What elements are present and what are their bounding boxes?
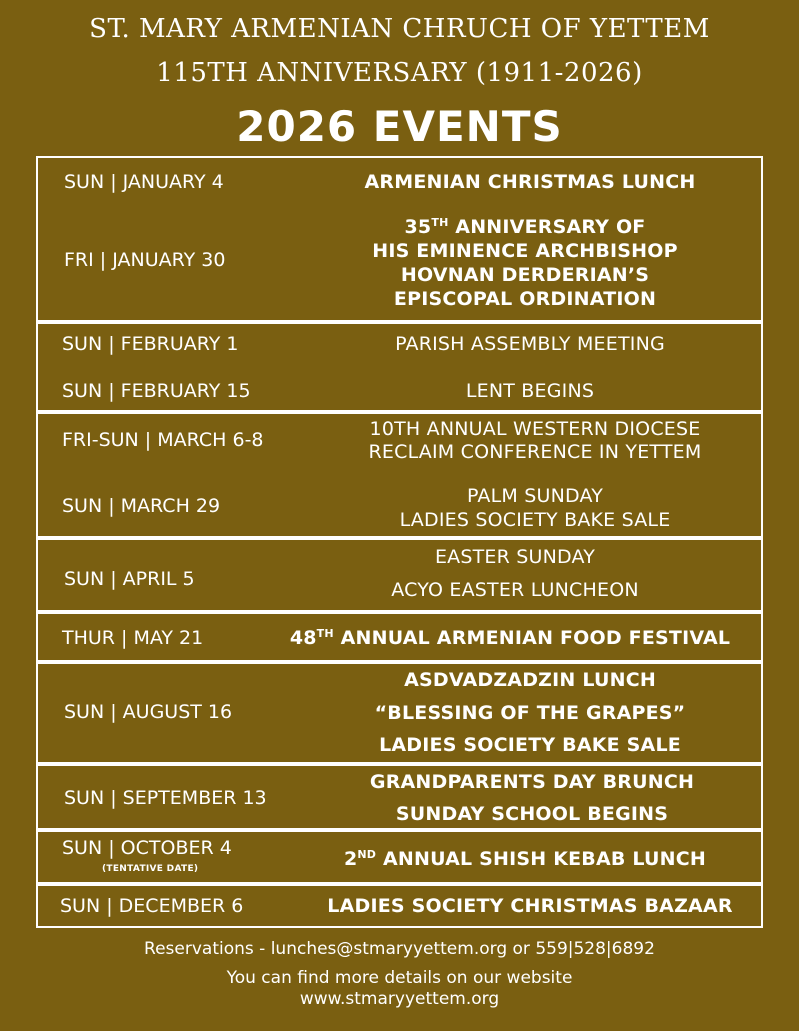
sep13-date: SUN | SEPTEMBER 13 bbox=[64, 787, 267, 809]
oct4-num: 2 bbox=[343, 848, 358, 870]
oct4-sup: ND bbox=[357, 848, 377, 861]
oct4-tentative-note: (TENTATIVE DATE) bbox=[102, 864, 199, 874]
may21-event bbox=[262, 626, 758, 650]
website-url: www.stmaryyettem.org bbox=[299, 989, 500, 1009]
jan30-date: FRI | JANUARY 30 bbox=[64, 249, 226, 271]
jan30-event-line4: EPISCOPAL ORDINATION bbox=[393, 288, 657, 310]
mar29-event-line1: PALM SUNDAY bbox=[466, 485, 604, 507]
oct4-event bbox=[310, 847, 740, 871]
dec6-event: LADIES SOCIETY CHRISTMAS BAZAAR bbox=[327, 895, 733, 917]
jan30-num: 35 bbox=[404, 216, 432, 238]
may21-sup: TH bbox=[316, 627, 334, 640]
apr5-date: SUN | APRIL 5 bbox=[64, 568, 195, 590]
reservations-info: Reservations - lunches@stmaryyettem.org or 559|528|6892 bbox=[144, 939, 655, 959]
aug16-event-line3: LADIES SOCIETY BAKE SALE bbox=[379, 734, 681, 756]
may21-date: THUR | MAY 21 bbox=[62, 627, 204, 649]
sep13-event-line1: GRANDPARENTS DAY BRUNCH bbox=[369, 771, 695, 793]
apr5-event-line2: ACYO EASTER LUNCHEON bbox=[391, 579, 639, 601]
church-name: ST. MARY ARMENIAN CHRUCH OF YETTEM bbox=[89, 14, 710, 44]
jan30-event-line3: HOVNAN DERDERIAN’S bbox=[400, 264, 650, 286]
may21-rest: ANNUAL ARMENIAN FOOD FESTIVAL bbox=[333, 627, 731, 649]
may21-num: 48 bbox=[289, 627, 317, 649]
jan30-sup: TH bbox=[431, 216, 449, 229]
oct4-date: SUN | OCTOBER 4 bbox=[62, 837, 232, 859]
website-info: You can find more details on our website bbox=[226, 968, 573, 988]
mar29-date: SUN | MARCH 29 bbox=[62, 495, 221, 517]
aug16-event-line1: ASDVADZADZIN LUNCH bbox=[404, 669, 656, 691]
feb1-date: SUN | FEBRUARY 1 bbox=[62, 333, 239, 355]
mar29-event-line2: LADIES SOCIETY BAKE SALE bbox=[399, 509, 671, 531]
anniversary-title: 115TH ANNIVERSARY (1911-2026) bbox=[156, 58, 643, 88]
dec6-date: SUN | DECEMBER 6 bbox=[60, 895, 244, 917]
feb15-event: LENT BEGINS bbox=[465, 380, 595, 402]
jan4-event: ARMENIAN CHRISTMAS LUNCH bbox=[364, 171, 696, 193]
jan4-date: SUN | JANUARY 4 bbox=[64, 171, 224, 193]
jan30-l1: ANNIVERSARY OF bbox=[448, 216, 646, 238]
aug16-event-line2: “BLESSING OF THE GRAPES” bbox=[374, 702, 686, 724]
sep13-event-line2: SUNDAY SCHOOL BEGINS bbox=[395, 803, 669, 825]
jan30-event-line1 bbox=[310, 215, 740, 239]
events-heading: 2026 EVENTS bbox=[236, 102, 563, 151]
feb1-event: PARISH ASSEMBLY MEETING bbox=[395, 333, 665, 355]
apr5-event-line1: EASTER SUNDAY bbox=[434, 546, 596, 568]
mar6-date: FRI-SUN | MARCH 6-8 bbox=[62, 429, 264, 451]
feb15-date: SUN | FEBRUARY 15 bbox=[62, 380, 251, 402]
aug16-date: SUN | AUGUST 16 bbox=[64, 701, 233, 723]
mar6-event-line1: 10TH ANNUAL WESTERN DIOCESE bbox=[369, 418, 701, 440]
oct4-rest: ANNUAL SHISH KEBAB LUNCH bbox=[376, 848, 706, 870]
jan30-event-line2: HIS EMINENCE ARCHBISHOP bbox=[372, 240, 678, 262]
mar6-event-line2: RECLAIM CONFERENCE IN YETTEM bbox=[368, 441, 702, 463]
